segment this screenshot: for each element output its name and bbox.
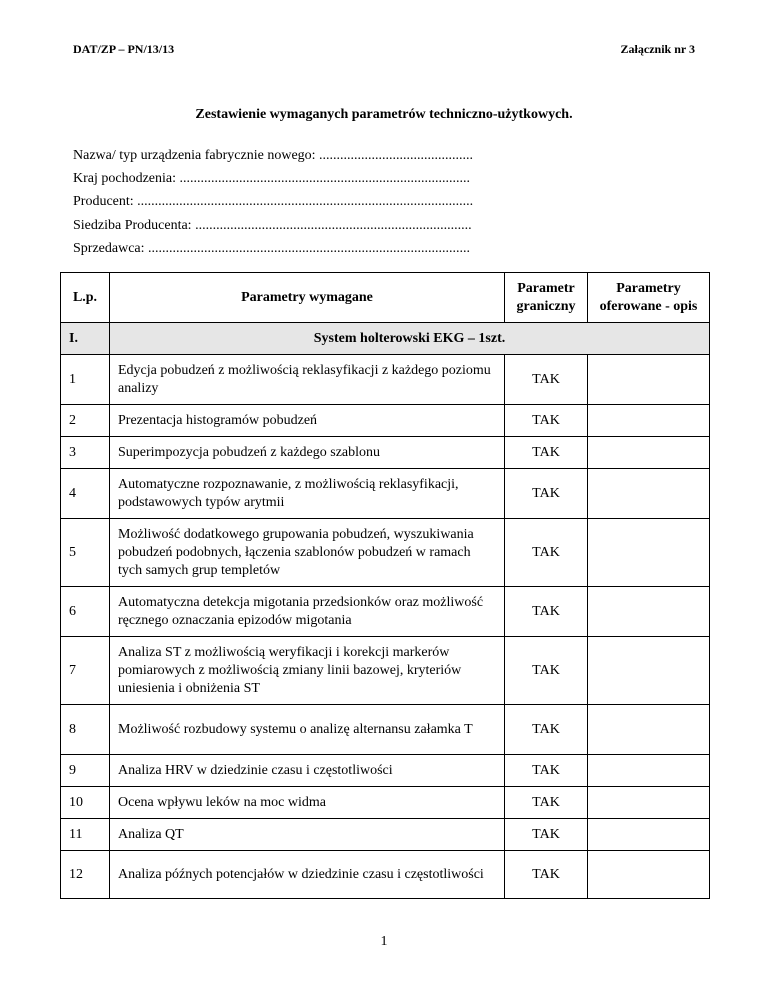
row-number: 11 bbox=[61, 819, 110, 851]
row-offered-cell[interactable] bbox=[588, 819, 710, 851]
producer-field: Producent: ................................................................................................ bbox=[73, 194, 474, 209]
row-description: Automatyczne rozpoznawanie, z możliwością reklasyfikacji, podstawowych typów arytmii bbox=[110, 469, 505, 519]
table-row bbox=[61, 469, 710, 519]
attachment-label: Załącznik nr 3 bbox=[620, 42, 695, 56]
row-description: Możliwość rozbudowy systemu o analizę alternansu załamka T bbox=[110, 705, 505, 755]
table-row bbox=[61, 755, 710, 787]
row-offered-cell[interactable] bbox=[588, 587, 710, 637]
row-description: Prezentacja histogramów pobudzeń bbox=[110, 405, 505, 437]
table-row bbox=[61, 705, 710, 755]
table-row bbox=[61, 355, 710, 405]
row-offered-cell[interactable] bbox=[588, 787, 710, 819]
row-limit-value: TAK bbox=[505, 637, 588, 705]
table-row bbox=[61, 637, 710, 705]
row-limit-value: TAK bbox=[505, 705, 588, 755]
document-reference: DAT/ZP – PN/13/13 bbox=[73, 42, 175, 56]
table-row bbox=[61, 519, 710, 587]
table-header-row bbox=[61, 273, 710, 323]
row-description: Analiza QT bbox=[110, 819, 505, 851]
table-row bbox=[61, 587, 710, 637]
row-number: 5 bbox=[61, 519, 110, 587]
seller-field: Sprzedawca: ............................................................................................ bbox=[73, 241, 471, 256]
table-row bbox=[61, 405, 710, 437]
row-number: 7 bbox=[61, 637, 110, 705]
row-limit-value: TAK bbox=[505, 755, 588, 787]
row-limit-value: TAK bbox=[505, 519, 588, 587]
row-limit-value: TAK bbox=[505, 469, 588, 519]
row-description: Analiza ST z możliwością weryfikacji i korekcji markerów pomiarowych z możliwością zmiany linii bazowej, kryteriów uniesienia i obniżenia ST bbox=[110, 637, 505, 705]
row-limit-value: TAK bbox=[505, 355, 588, 405]
row-number: 4 bbox=[61, 469, 110, 519]
row-limit-value: TAK bbox=[505, 851, 588, 899]
row-offered-cell[interactable] bbox=[588, 437, 710, 469]
row-limit-value: TAK bbox=[505, 405, 588, 437]
row-offered-cell[interactable] bbox=[588, 637, 710, 705]
row-number: 1 bbox=[61, 355, 110, 405]
table-row bbox=[61, 787, 710, 819]
page-number: 1 bbox=[380, 934, 388, 949]
table-row bbox=[61, 437, 710, 469]
country-field: Kraj pochodzenia: ................................................................................... bbox=[73, 171, 471, 186]
row-limit-value: TAK bbox=[505, 587, 588, 637]
row-offered-cell[interactable] bbox=[588, 519, 710, 587]
row-number: 2 bbox=[61, 405, 110, 437]
row-offered-cell[interactable] bbox=[588, 405, 710, 437]
header-offered: Parametry oferowane - opis bbox=[588, 273, 710, 323]
row-offered-cell[interactable] bbox=[588, 469, 710, 519]
row-offered-cell[interactable] bbox=[588, 705, 710, 755]
row-number: 10 bbox=[61, 787, 110, 819]
section-number: I. bbox=[61, 323, 110, 355]
row-limit-value: TAK bbox=[505, 819, 588, 851]
row-number: 8 bbox=[61, 705, 110, 755]
header-lp: L.p. bbox=[61, 273, 110, 323]
device-name-field: Nazwa/ typ urządzenia fabrycznie nowego: ............................................ bbox=[73, 148, 474, 163]
row-description: Możliwość dodatkowego grupowania pobudzeń, wyszukiwania pobudzeń podobnych, łączenia szablonów pobudzeń w ramach tych samych grup templetów bbox=[110, 519, 505, 587]
row-description: Ocena wpływu leków na moc widma bbox=[110, 787, 505, 819]
header-params: Parametry wymagane bbox=[110, 273, 505, 323]
section-row bbox=[61, 323, 710, 355]
row-offered-cell[interactable] bbox=[588, 755, 710, 787]
page-title: Zestawienie wymaganych parametrów techniczno-użytkowych. bbox=[195, 107, 573, 122]
row-description: Automatyczna detekcja migotania przedsionków oraz możliwość ręcznego oznaczania epizodów migotania bbox=[110, 587, 505, 637]
row-description: Analiza późnych potencjałów w dziedzinie czasu i częstotliwości bbox=[110, 851, 505, 899]
row-number: 3 bbox=[61, 437, 110, 469]
producer-seat-field: Siedziba Producenta: ............................................................................... bbox=[73, 218, 472, 233]
row-description: Analiza HRV w dziedzinie czasu i częstotliwości bbox=[110, 755, 505, 787]
row-limit-value: TAK bbox=[505, 787, 588, 819]
row-description: Superimpozycja pobudzeń z każdego szablonu bbox=[110, 437, 505, 469]
row-offered-cell[interactable] bbox=[588, 355, 710, 405]
row-number: 12 bbox=[61, 851, 110, 899]
section-title: System holterowski EKG – 1szt. bbox=[110, 323, 710, 355]
parameters-table bbox=[60, 272, 710, 899]
row-number: 6 bbox=[61, 587, 110, 637]
table-row bbox=[61, 851, 710, 899]
header-limit: Parametr graniczny bbox=[505, 273, 588, 323]
row-number: 9 bbox=[61, 755, 110, 787]
table-row bbox=[61, 819, 710, 851]
row-description: Edycja pobudzeń z możliwością reklasyfikacji z każdego poziomu analizy bbox=[110, 355, 505, 405]
row-limit-value: TAK bbox=[505, 437, 588, 469]
row-offered-cell[interactable] bbox=[588, 851, 710, 899]
